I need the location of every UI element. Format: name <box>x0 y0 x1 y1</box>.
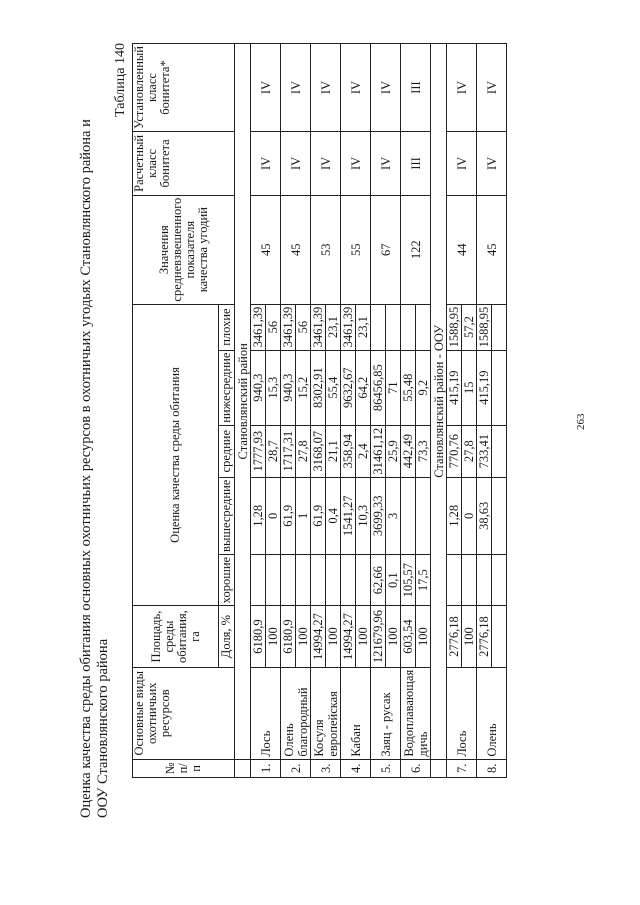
quality-bad-area: 1588,95 <box>447 304 462 350</box>
quality-below-share <box>492 350 507 425</box>
quality-good-share: 17,5 <box>416 554 431 605</box>
calc-class-value: IV <box>371 132 401 196</box>
avg-quality-value: 67 <box>371 195 401 304</box>
share-value <box>492 606 507 667</box>
table-row <box>311 44 326 778</box>
area-value: 6180,9 <box>281 606 296 667</box>
quality-good-area <box>341 554 356 605</box>
species-name: Лось <box>447 667 477 759</box>
table-row <box>477 44 492 778</box>
calc-class-value: IV <box>447 132 477 196</box>
header-above-average: вышесредние <box>219 477 235 554</box>
quality-above-share <box>416 477 431 554</box>
quality-above-share: 1 <box>296 477 311 554</box>
quality-good-area: 62,66 <box>371 554 386 605</box>
row-number: 1. <box>251 759 281 777</box>
quality-bad-area: 3461,39 <box>281 304 296 350</box>
quality-good-share <box>462 554 477 605</box>
share-value: 100 <box>462 606 477 667</box>
header-quality: Оценка качества среды обитания <box>133 304 219 606</box>
quality-good-area <box>477 554 492 605</box>
quality-below-share: 15,2 <box>296 350 311 425</box>
quality-mid-area: 31461,12 <box>371 425 386 477</box>
quality-below-area: 940,3 <box>281 350 296 425</box>
section-title: Становлянский район <box>235 44 251 760</box>
quality-below-share: 9,2 <box>416 350 431 425</box>
section-spacer <box>431 759 447 777</box>
quality-good-share <box>296 554 311 605</box>
row-number: 7. <box>447 759 477 777</box>
quality-bad-area: 3461,39 <box>311 304 326 350</box>
page-number: 263 <box>575 413 587 430</box>
table-row <box>401 44 416 778</box>
avg-quality-value: 45 <box>477 195 507 304</box>
rotated-page-content <box>78 43 558 818</box>
section-row <box>235 44 251 778</box>
quality-bad-area: 3461,39 <box>341 304 356 350</box>
row-number: 6. <box>401 759 431 777</box>
quality-good-share <box>266 554 281 605</box>
quality-mid-area: 1777,93 <box>251 425 266 477</box>
quality-good-area <box>251 554 266 605</box>
quality-mid-area: 3168,07 <box>311 425 326 477</box>
quality-good-area <box>311 554 326 605</box>
header-area: Площадь, среды обитания, га <box>133 606 219 667</box>
quality-below-share: 71 <box>386 350 401 425</box>
calc-class-value: IV <box>477 132 507 196</box>
set-class-value: IV <box>477 44 507 132</box>
quality-good-area <box>447 554 462 605</box>
table-row <box>371 44 386 778</box>
calc-class-value: IV <box>251 132 281 196</box>
quality-above-share <box>492 477 507 554</box>
quality-below-area: 9632,67 <box>341 350 356 425</box>
set-class-value: IV <box>341 44 371 132</box>
quality-above-area: 1541,27 <box>341 477 356 554</box>
share-value: 100 <box>386 606 401 667</box>
quality-bad-area <box>401 304 416 350</box>
quality-mid-share: 28,7 <box>266 425 281 477</box>
quality-above-area: 1,28 <box>447 477 462 554</box>
table-body <box>235 44 507 778</box>
quality-bad-share: 57,2 <box>462 304 477 350</box>
quality-below-area: 415,19 <box>447 350 462 425</box>
row-number: 8. <box>477 759 507 777</box>
quality-above-area: 61,9 <box>311 477 326 554</box>
quality-below-share: 15,3 <box>266 350 281 425</box>
quality-mid-area: 770,76 <box>447 425 462 477</box>
quality-mid-share: 27,8 <box>296 425 311 477</box>
quality-above-area <box>401 477 416 554</box>
quality-bad-share <box>492 304 507 350</box>
quality-below-share: 15 <box>462 350 477 425</box>
quality-mid-share <box>492 425 507 477</box>
area-value: 6180,9 <box>251 606 266 667</box>
section-row <box>431 44 447 778</box>
quality-mid-share: 25,9 <box>386 425 401 477</box>
set-class-value: IV <box>311 44 341 132</box>
species-name: Олень благородный <box>281 667 311 759</box>
set-class-value: IV <box>281 44 311 132</box>
quality-below-area: 415,19 <box>477 350 492 425</box>
share-value: 100 <box>326 606 341 667</box>
quality-bad-area <box>371 304 386 350</box>
set-class-value: IV <box>447 44 477 132</box>
header-share: Доля, % <box>219 606 235 667</box>
quality-below-area: 55,48 <box>401 350 416 425</box>
quality-mid-area: 442,49 <box>401 425 416 477</box>
header-avg: Значения средневзвешенного показателя качества угодий <box>133 195 235 304</box>
quality-above-area: 3699,33 <box>371 477 386 554</box>
quality-above-share: 0,4 <box>326 477 341 554</box>
area-value: 121679,96 <box>371 606 386 667</box>
area-value: 14994,27 <box>341 606 356 667</box>
share-value: 100 <box>356 606 371 667</box>
share-value: 100 <box>296 606 311 667</box>
species-name: Олень <box>477 667 507 759</box>
quality-above-area: 1,28 <box>251 477 266 554</box>
habitat-quality-table <box>132 43 507 778</box>
share-value: 100 <box>266 606 281 667</box>
row-number: 5. <box>371 759 401 777</box>
calc-class-value: IV <box>281 132 311 196</box>
table-row <box>341 44 356 778</box>
avg-quality-value: 45 <box>251 195 281 304</box>
quality-good-share <box>356 554 371 605</box>
calc-class-value: IV <box>341 132 371 196</box>
quality-above-share: 0 <box>462 477 477 554</box>
calc-class-value: III <box>401 132 431 196</box>
header-species: Основные виды охотничьих ресурсов <box>133 667 235 759</box>
quality-below-area: 940,3 <box>251 350 266 425</box>
quality-bad-share: 56 <box>296 304 311 350</box>
quality-below-share: 55,4 <box>326 350 341 425</box>
quality-bad-area: 1588,95 <box>477 304 492 350</box>
area-value: 603,54 <box>401 606 416 667</box>
species-name: Водоплавающая дичь <box>401 667 431 759</box>
table-row <box>447 44 462 778</box>
avg-quality-value: 55 <box>341 195 371 304</box>
quality-good-share: 0,1 <box>386 554 401 605</box>
header-set-class: Установленный класс бонитета* <box>133 44 235 132</box>
quality-good-share <box>492 554 507 605</box>
quality-bad-share: 23,1 <box>356 304 371 350</box>
avg-quality-value: 45 <box>281 195 311 304</box>
quality-mid-share: 27,8 <box>462 425 477 477</box>
quality-above-share: 10,3 <box>356 477 371 554</box>
row-number: 2. <box>281 759 311 777</box>
quality-below-area: 86456,85 <box>371 350 386 425</box>
quality-below-share: 64,2 <box>356 350 371 425</box>
quality-good-share <box>326 554 341 605</box>
header-bad: плохие <box>219 304 235 350</box>
table-row <box>281 44 296 778</box>
area-value: 14994,27 <box>311 606 326 667</box>
quality-bad-share <box>386 304 401 350</box>
header-num: № п/п <box>133 759 235 777</box>
quality-mid-area: 358,94 <box>341 425 356 477</box>
species-name: Кабан <box>341 667 371 759</box>
header-average: средние <box>219 425 235 477</box>
row-number: 3. <box>311 759 341 777</box>
quality-above-share: 3 <box>386 477 401 554</box>
species-name: Заяц - русак <box>371 667 401 759</box>
share-value: 100 <box>416 606 431 667</box>
quality-below-area: 8302,91 <box>311 350 326 425</box>
header-calc-class: Расчетный класс бонитета <box>133 132 235 196</box>
avg-quality-value: 122 <box>401 195 431 304</box>
quality-mid-area: 733,41 <box>477 425 492 477</box>
quality-mid-share: 21,1 <box>326 425 341 477</box>
quality-good-area <box>281 554 296 605</box>
table-label: Таблица 140 <box>113 43 128 117</box>
header-good: хорошие <box>219 554 235 605</box>
quality-mid-share: 2,4 <box>356 425 371 477</box>
quality-above-area: 38,63 <box>477 477 492 554</box>
calc-class-value: IV <box>311 132 341 196</box>
set-class-value: IV <box>251 44 281 132</box>
set-class-value: IV <box>371 44 401 132</box>
species-name: Косуля европейская <box>311 667 341 759</box>
quality-bad-area: 3461,39 <box>251 304 266 350</box>
section-title: Становлянский район - ООУ <box>431 44 447 760</box>
area-value: 2776,18 <box>447 606 462 667</box>
table-row <box>251 44 266 778</box>
document-title: Оценка качества среды обитания основных охотничьих ресурсов в охотничьих угодьях Становлянского района и ООУ Становлянского района <box>78 119 111 818</box>
row-number: 4. <box>341 759 371 777</box>
quality-bad-share: 23,1 <box>326 304 341 350</box>
quality-bad-share <box>416 304 431 350</box>
quality-bad-share: 56 <box>266 304 281 350</box>
avg-quality-value: 44 <box>447 195 477 304</box>
set-class-value: III <box>401 44 431 132</box>
header-below-average: нижесредние <box>219 350 235 425</box>
quality-good-area: 105,57 <box>401 554 416 605</box>
avg-quality-value: 53 <box>311 195 341 304</box>
quality-mid-share: 73,3 <box>416 425 431 477</box>
species-name: Лось <box>251 667 281 759</box>
quality-above-share: 0 <box>266 477 281 554</box>
quality-above-area: 61,9 <box>281 477 296 554</box>
area-value: 2776,18 <box>477 606 492 667</box>
section-spacer <box>235 759 251 777</box>
quality-mid-area: 1717,31 <box>281 425 296 477</box>
